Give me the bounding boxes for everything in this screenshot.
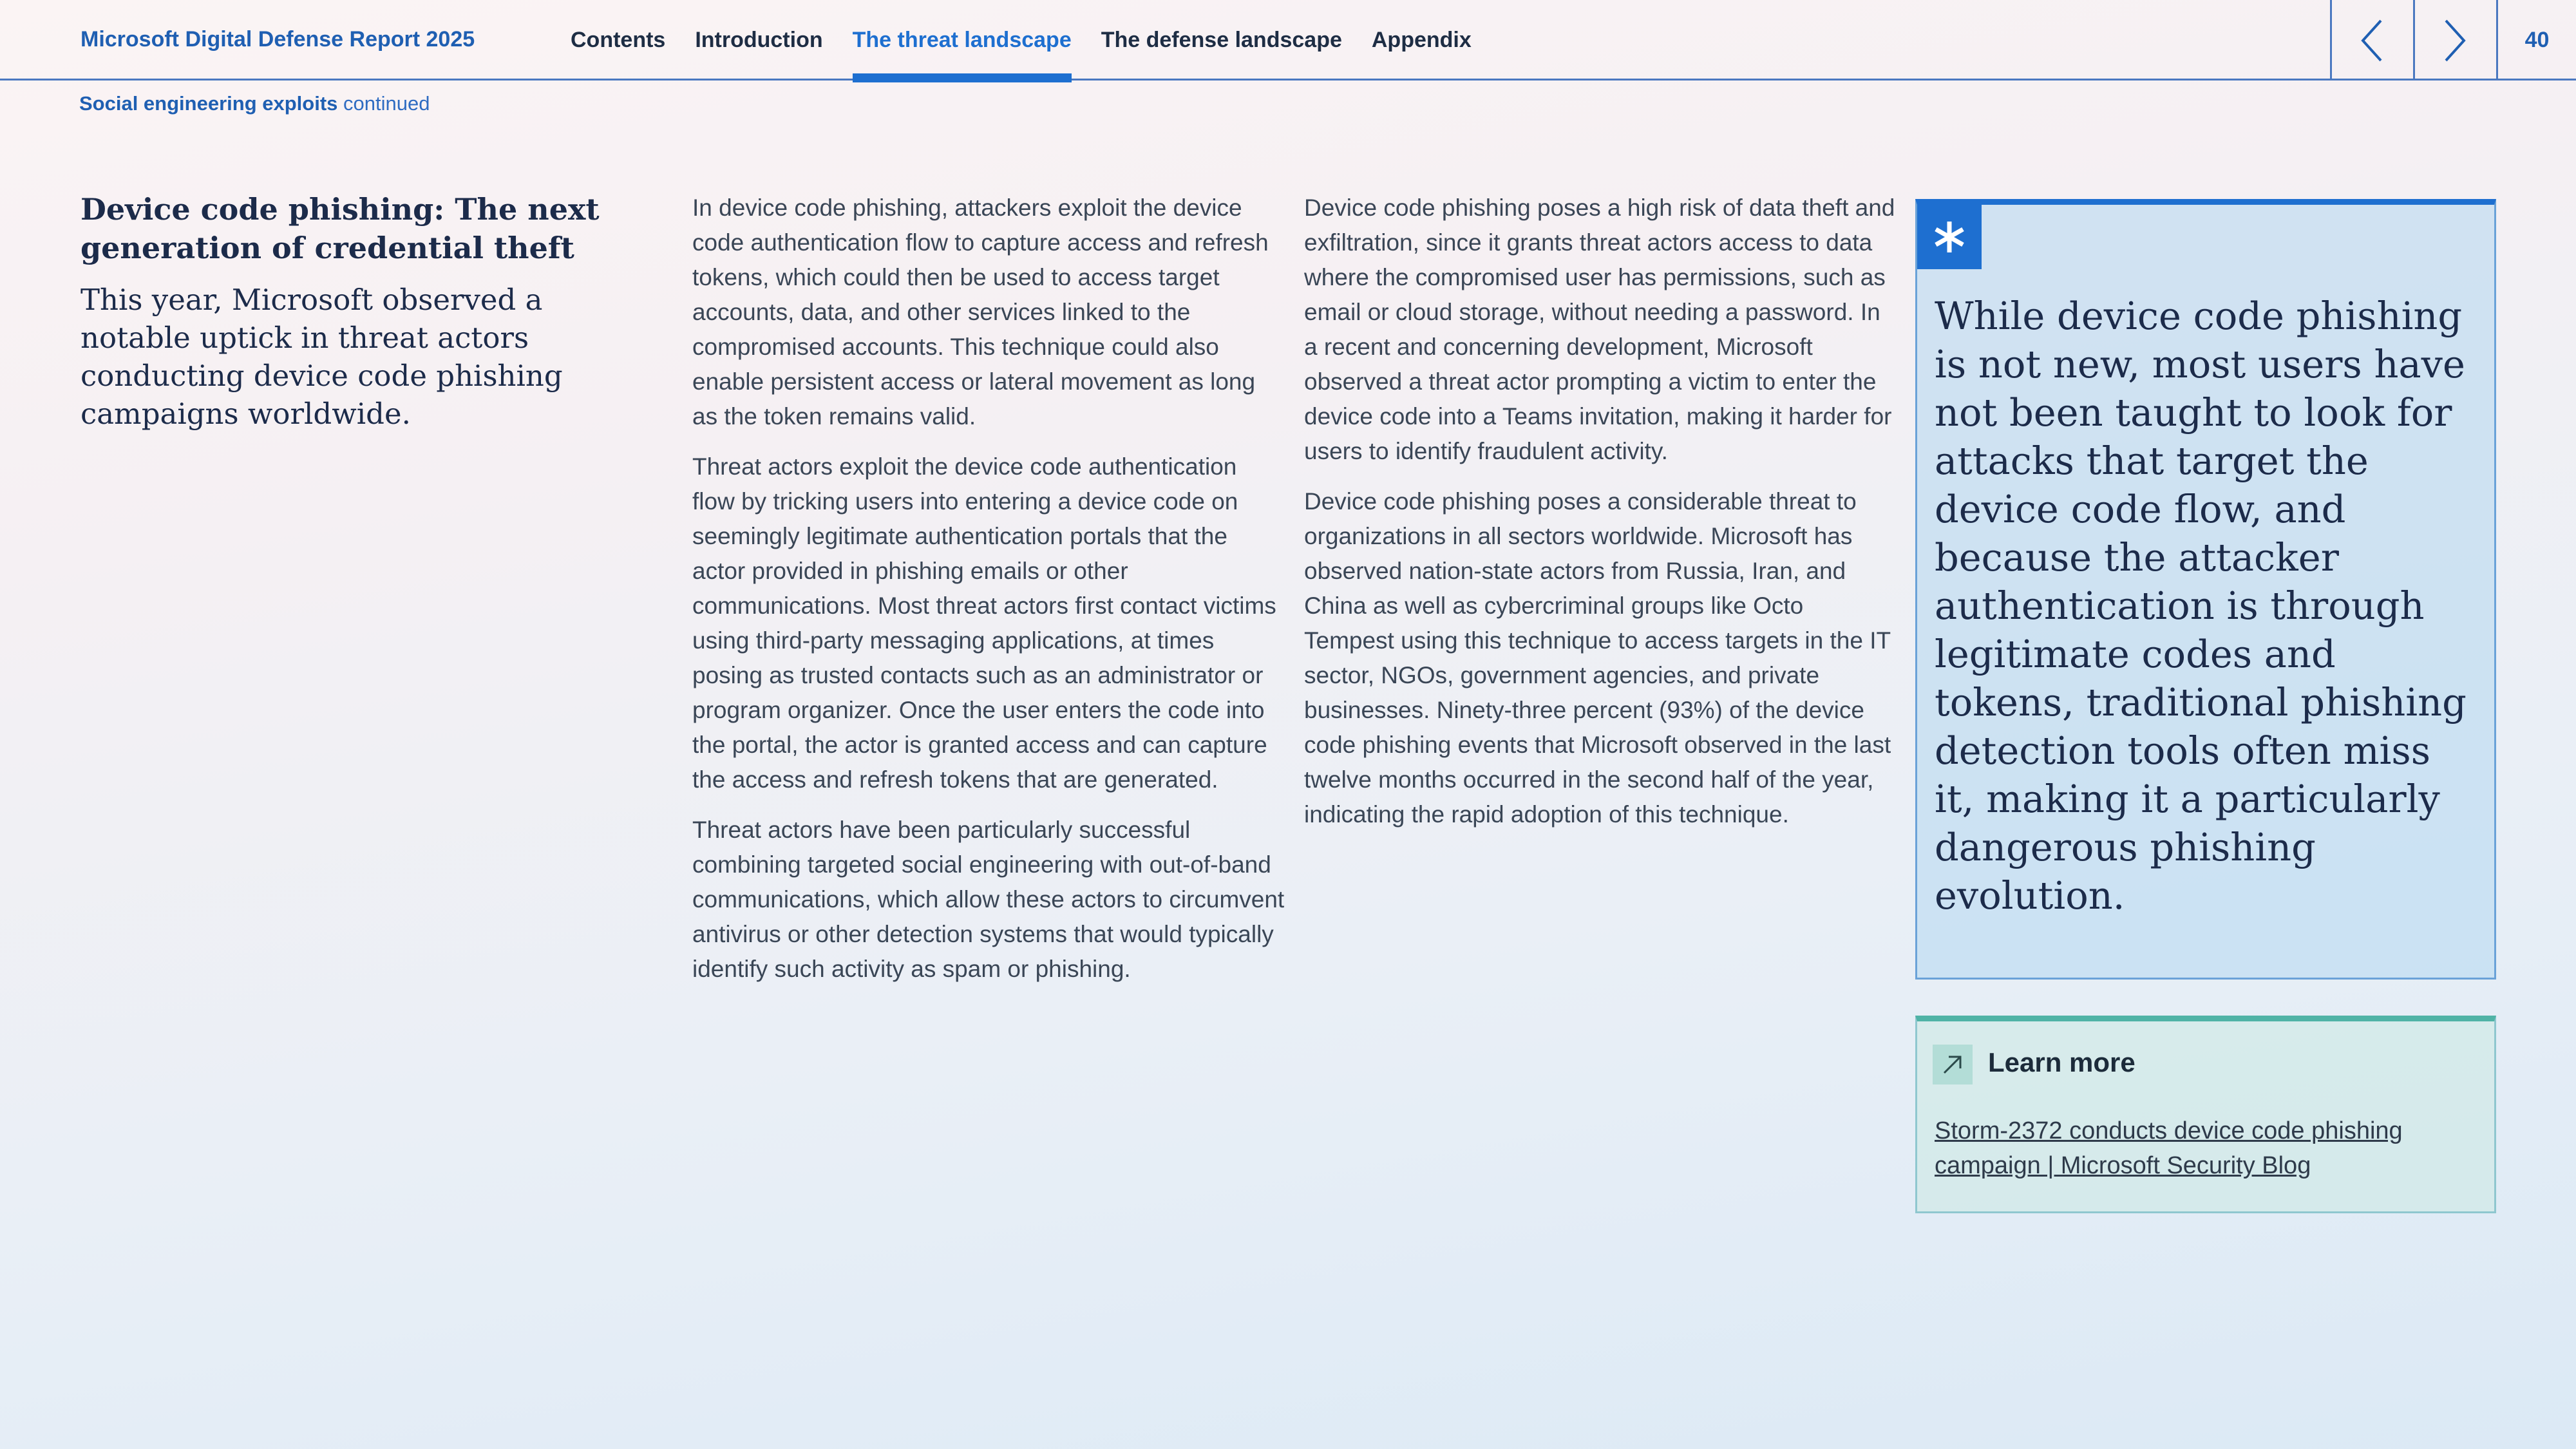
learn-more-box bbox=[1915, 1016, 2496, 1213]
nav-appendix[interactable]: Appendix bbox=[1371, 28, 1472, 52]
top-nav bbox=[571, 0, 1501, 80]
page-number: 40 bbox=[2496, 0, 2576, 80]
section-status: continued bbox=[343, 92, 430, 115]
body-column-1 bbox=[692, 191, 1285, 1002]
paragraph: Device code phishing poses a considerable threat to organizations in all sectors worldwide. Microsoft has observed nation-state actors from Russia, Iran, and China as well as cybercriminal groups like Octo Tempest using this technique to access targets in the IT sector, NGOs, government agencies, and private businesses. Ninety-three percent (93%) of the device code phishing events that Microsoft observed in the last twelve months occurred in the second half of the year, indicating the rapid adoption of this technique. bbox=[1304, 488, 1891, 828]
chevron-right-icon bbox=[2441, 18, 2469, 63]
callout-box bbox=[1915, 199, 2496, 980]
paragraph: Threat actors exploit the device code authentication flow by tricking users into entering a device code on seemingly legitimate authentication portals that the actor provided in phishing emails or other communications. Most threat actors first contact victims using third-party messaging applications, at times posing as trusted contacts such as an administrator or program organizer. Once the user enters the code into the portal, the actor is granted access and can capture the access and refresh tokens that are generated. bbox=[692, 453, 1276, 793]
learn-more-title: Learn more bbox=[1988, 1047, 2136, 1077]
section-label bbox=[79, 92, 430, 115]
nav-threat-landscape[interactable]: The threat landscape bbox=[853, 0, 1072, 80]
callout-quote: While device code phishing is not new, most users have not been taught to look for attacks that target the device code flow, and because the attacker authentication is through legitimate codes and tokens, traditional phishing detection tools often miss it, making it a particularly dangerous phishing evolution. bbox=[1935, 294, 2467, 918]
paragraph: Threat actors have been particularly successful combining targeted social engineering with out-of-band communications, which allow these actors to circumvent antivirus or other detection systems that would typically identify such activity as spam or phishing. bbox=[692, 817, 1285, 982]
chevron-left-icon bbox=[2358, 18, 2386, 63]
lead-heading: Device code phishing: The next generation of credential theft bbox=[80, 192, 600, 265]
paragraph: In device code phishing, attackers exploit the device code authentication flow to capture access and refresh tokens, which could then be used to access target accounts, data, and other services linked to the compromised accounts. This technique could also enable persistent access or lateral movement as long as the token remains valid. bbox=[692, 194, 1269, 430]
body-column-2 bbox=[1304, 191, 1897, 848]
report-title[interactable]: Microsoft Digital Defense Report 2025 bbox=[80, 27, 475, 52]
prev-page-button[interactable] bbox=[2330, 0, 2412, 80]
paragraph: Device code phishing poses a high risk of data theft and exfiltration, since it grants threat actors access to data where the compromised user has permissions, such as email or cloud storage, without needing a password. In a recent and concerning development, Microsoft observed a threat actor prompting a victim to enter the device code into a Teams invitation, making it harder for users to identify fraudulent activity. bbox=[1304, 194, 1895, 464]
nav-defense-landscape[interactable]: The defense landscape bbox=[1101, 28, 1342, 52]
callout-badge bbox=[1917, 205, 1982, 269]
learn-more-icon-wrap bbox=[1933, 1045, 1973, 1084]
next-page-button[interactable] bbox=[2413, 0, 2495, 80]
nav-introduction[interactable]: Introduction bbox=[695, 28, 823, 52]
lead-text: This year, Microsoft observed a notable uptick in threat actors conducting device code phishing campaigns worldwide. bbox=[80, 283, 563, 431]
nav-contents[interactable]: Contents bbox=[571, 28, 666, 52]
external-arrow-icon bbox=[1940, 1052, 1965, 1077]
section-title: Social engineering exploits bbox=[79, 92, 338, 115]
learn-more-link[interactable]: Storm-2372 conducts device code phishing campaign | Microsoft Security Blog bbox=[1935, 1117, 2403, 1179]
asterisk-icon bbox=[1932, 220, 1967, 254]
header bbox=[0, 0, 2576, 80]
